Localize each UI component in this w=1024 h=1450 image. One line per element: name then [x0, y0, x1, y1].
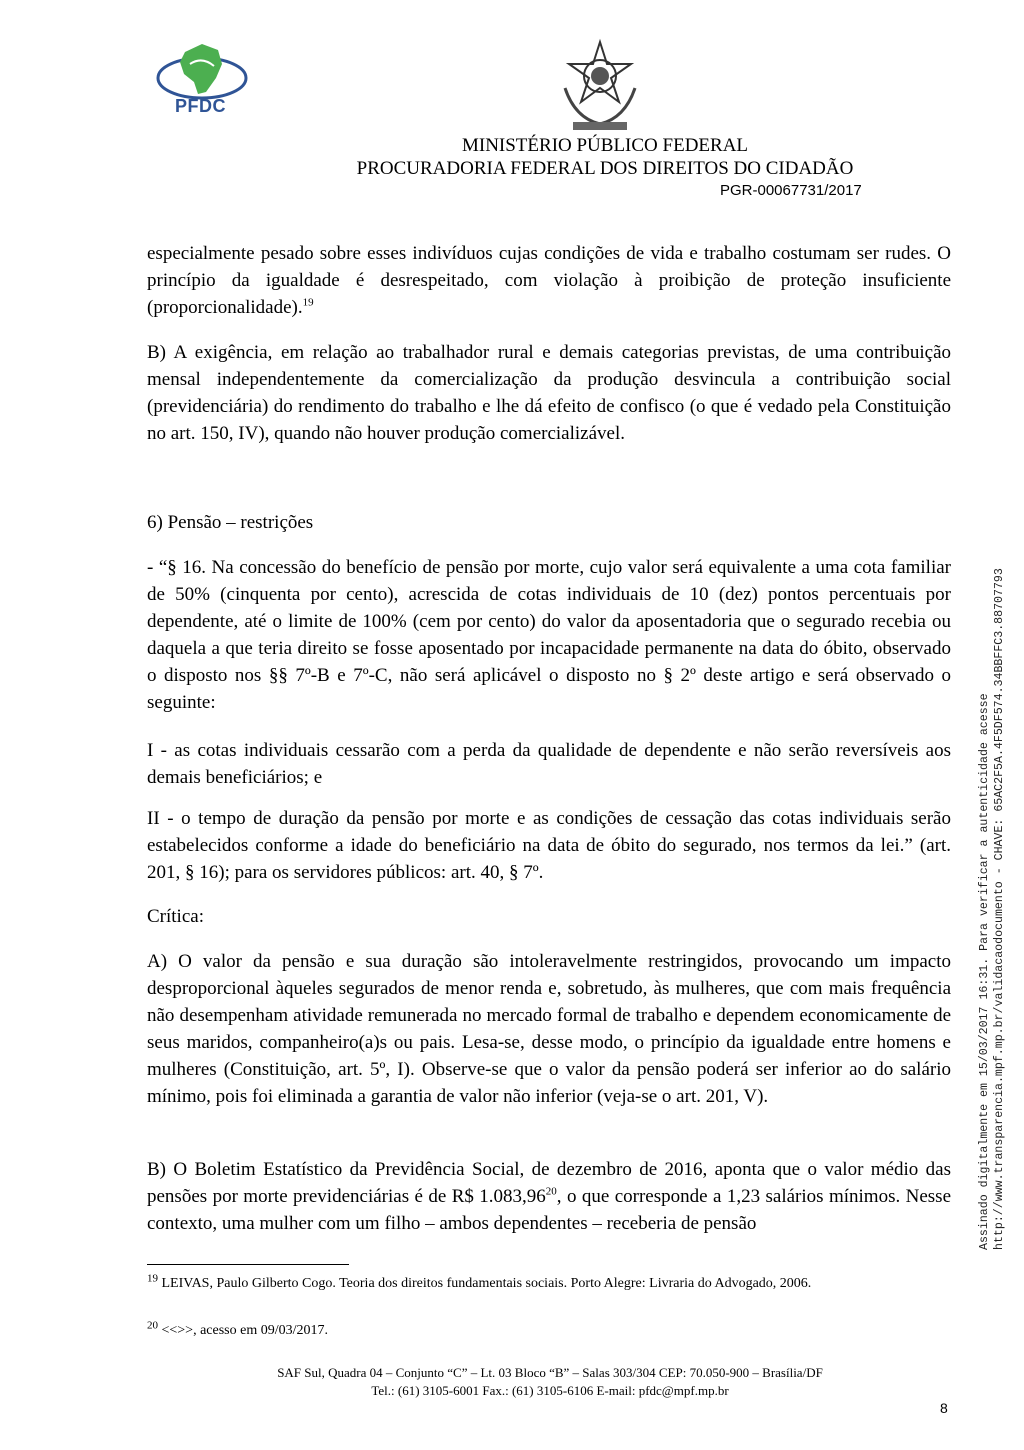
paragraph: A) O valor da pensão e sua duração são intoleravelmente restringidos, provocando um impacto desproporcional àqueles segurados de menor renda e, sobretudo, às mulheres, que com mais frequência não desempenham atividade remunerada no mercado formal de trabalho e dependem economicamente de seus maridos, companheiro(a)s ou pais. Lesa-se, desse modo, o princípio da igualdade entre homens e mulheres (Constituição, art. 5º, I). Observe-se que o valor da pensão poderá ser inferior ao do salário mínimo, pois foi eliminada a garantia de valor não inferior (veja-se o art. 201, V). — [147, 951, 951, 1107]
protocol-number: PGR-00067731/2017 — [720, 182, 862, 199]
footer-contact: Tel.: (61) 3105-6001 Fax.: (61) 3105-6106 E-mail: pfdc@mpf.mp.br — [371, 1383, 729, 1398]
ministry-title: MINISTÉRIO PÚBLICO FEDERAL — [461, 135, 749, 156]
footnote-divider — [147, 1264, 349, 1265]
footnote-ref[interactable]: 19 — [302, 296, 314, 309]
footnote-ref[interactable]: 20 — [545, 1185, 557, 1198]
digital-signature-stamp: Assinado digitalmente em 15/03/2017 16:31. Para verificar a autenticidade acesse http://www.transparencia.mpf.mp.br/validacaodocumento - CHAVE: 65AC2F5A.4F5DF574.34BBFFC3.88707793 — [977, 420, 1007, 1250]
logo-text: PFDC — [175, 96, 226, 116]
paragraph: II - o tempo de duração da pensão por morte e as condições de cessação das cotas individuais serão estabelecidos conforme a idade do beneficiário na data de óbito do segurado, nos termos da lei.” (art. 201, § 16); para os servidores públicos: art. 40, § 7º. — [147, 808, 951, 883]
paragraph: I - as cotas individuais cessarão com a perda da qualidade de dependente e não serão reversíveis aos demais beneficiários; e — [147, 740, 951, 788]
paragraph: especialmente pesado sobre esses indivíduos cujas condições de vida e trabalho costumam ser rudes. O princípio da igualdade é desrespeitado, com violação à proibição de proteção insuficiente (proporcionalidade).$^{19}$ — [147, 243, 951, 318]
footnote: $^{20}$ <<>>, acesso em 09/03/2017. — [147, 1319, 329, 1338]
paragraph: Crítica: — [147, 906, 204, 927]
paragraph: B) O Boletim Estatístico da Previdência Social, de dezembro de 2016, aponta que o valor médio das pensões por morte previdenciárias é de R$ 1.083,96$^{20}$, o que corresponde a 1,23 salários mínimos. Nesse contexto, uma mulher com um filho – ambos dependentes – receberia de pensão — [147, 1159, 952, 1234]
footnote: $^{19}$ LEIVAS, Paulo Gilberto Cogo. Teoria dos direitos fundamentais sociais. Porto Alegre: Livraria do Advogado, 2006. — [147, 1272, 812, 1291]
paragraph: B) A exigência, em relação ao trabalhador rural e demais categorias previstas, de uma contribuição mensal independentemente da comercialização da produção desvincula a contribuição social (previdenciária) do rendimento do trabalho e lhe dá efeito de confisco (o que é vedado pela Constituição no art. 150, IV), quando não houver produção comercializável. — [147, 342, 951, 444]
verification-link[interactable]: http://www.transparencia.mpf.mp.br/validacaodocumento - CHAVE: 65AC2F5A.4F5DF574.34BBFFC3.88707793 — [993, 568, 1006, 1250]
page-number: 8 — [940, 1400, 948, 1416]
paragraph: - “§ 16. Na concessão do benefício de pensão por morte, cujo valor será equivalente a uma cota familiar de 50% (cinquenta por cento), acrescida de cotas individuais de 10 (dez) pontos percentuais por dependente, até o limite de 100% (cem por cento) do valor da aposentadoria que o segurado recebia ou daquela a que teria direito se fosse aposentado por incapacidade permanente na data do óbito, observado o disposto nos §§ 7º-B e 7º-C, não será aplicável o disposto no § 2º deste artigo e será observado o seguinte: — [147, 557, 951, 713]
office-title: PROCURADORIA FEDERAL DOS DIREITOS DO CIDADÃO — [356, 158, 854, 179]
section-heading: 6) Pensão – restrições — [147, 512, 314, 533]
coat-of-arms-icon — [555, 38, 645, 134]
footer-address: SAF Sul, Quadra 04 – Conjunto “C” – Lt. 03 Bloco “B” – Salas 303/304 CEP: 70.050-900 – Brasília/DF — [277, 1365, 823, 1380]
